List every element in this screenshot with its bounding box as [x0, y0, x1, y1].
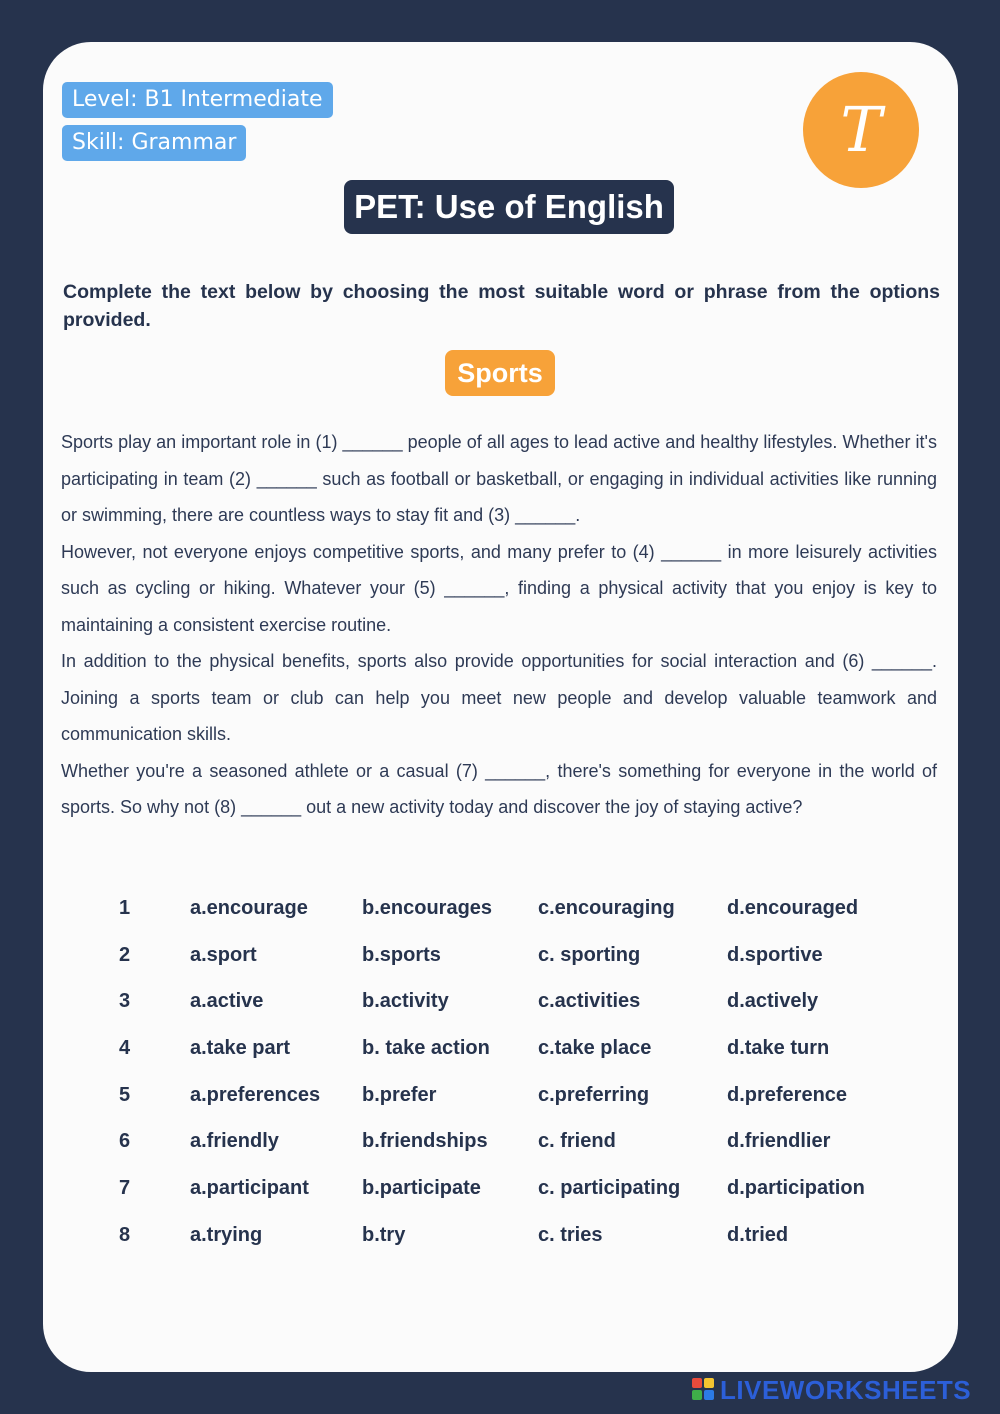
section-title: Sports: [445, 350, 555, 396]
question-number: 4: [119, 1037, 131, 1060]
option-a[interactable]: a.encourage: [190, 897, 308, 919]
option-c[interactable]: c.take place: [538, 1037, 652, 1060]
option-a[interactable]: a.friendly: [190, 1130, 279, 1153]
option-b[interactable]: b.encourages: [362, 897, 493, 919]
liveworksheets-watermark[interactable]: [692, 1375, 992, 1405]
option-b[interactable]: b.try: [362, 1223, 406, 1246]
page-title: PET: Use of English: [344, 180, 674, 234]
option-a[interactable]: a.sport: [190, 943, 257, 966]
options-table: [0, 897, 1000, 1271]
option-c[interactable]: c. participating: [538, 1177, 681, 1200]
instructions-text: Complete the text below by choosing the most suitable word or phrase from the options provided.: [63, 281, 940, 331]
brand-logo: [803, 72, 919, 188]
option-d[interactable]: d.participation: [727, 1177, 865, 1200]
option-row: [0, 1177, 1000, 1224]
option-b[interactable]: b.friendships: [362, 1130, 488, 1153]
option-b[interactable]: b.participate: [362, 1177, 481, 1200]
option-a[interactable]: a.take part: [190, 1037, 291, 1060]
option-d[interactable]: d.preference: [727, 1083, 848, 1106]
option-d[interactable]: d.actively: [727, 990, 819, 1013]
question-number: 3: [119, 990, 131, 1013]
level-tag: Level: B1 Intermediate: [62, 82, 333, 118]
option-a[interactable]: a.participant: [190, 1177, 309, 1200]
option-d[interactable]: d.friendlier: [727, 1130, 831, 1153]
logo-letter: T: [840, 93, 882, 166]
option-c[interactable]: c.encouraging: [538, 897, 675, 919]
watermark-text: LIVEWORKSHEETS: [720, 1375, 972, 1405]
option-a[interactable]: a.preferences: [190, 1083, 321, 1106]
option-b[interactable]: b. take action: [362, 1037, 490, 1060]
question-number: 8: [119, 1223, 131, 1246]
option-d[interactable]: d.take turn: [727, 1037, 830, 1060]
passage-paragraph: Sports play an important role in (1) ______ people of all ages to lead active and healthy lifestyles. Whether it's participating in team (2) ______ such as football or basketball, or engaging in individual activities like running or swimming, there are countless ways to stay fit and (3) ______.: [61, 432, 937, 525]
question-number: 2: [119, 943, 131, 966]
question-number: 7: [119, 1177, 131, 1200]
passage-paragraph: Whether you're a seasoned athlete or a casual (7) ______, there's something for everyone in the world of sports. So why not (8) ______ out a new activity today and discover the joy of staying active?: [61, 760, 937, 817]
reading-passage: [61, 424, 937, 826]
option-c[interactable]: c. friend: [538, 1130, 616, 1153]
option-d[interactable]: d.sportive: [727, 943, 823, 966]
passage-paragraph: However, not everyone enjoys competitive sports, and many prefer to (4) ______ in more leisurely activities such as cycling or hiking. Whatever your (5) ______, finding a physical activity that you enjoy is key to maintaining a consistent exercise routine.: [61, 541, 937, 635]
option-row: [0, 990, 1000, 1037]
option-row: [0, 1084, 1000, 1131]
skill-tag: Skill: Grammar: [62, 125, 246, 161]
option-row: [0, 897, 1000, 944]
option-d[interactable]: d.tried: [727, 1223, 789, 1246]
option-b[interactable]: b.activity: [362, 990, 449, 1013]
liveworksheets-logo-icon: [692, 1378, 714, 1400]
option-row: [0, 1037, 1000, 1084]
option-row: [0, 1224, 1000, 1271]
question-number: 1: [119, 897, 131, 919]
option-row: [0, 1130, 1000, 1177]
option-c[interactable]: c.preferring: [538, 1083, 650, 1106]
option-c[interactable]: c.activities: [538, 990, 641, 1013]
passage-paragraph: In addition to the physical benefits, sports also provide opportunities for social interaction and (6) ______. Joining a sports team or club can help you meet new people and develop valuable teamwork and communication skills.: [61, 651, 937, 744]
option-c[interactable]: c. sporting: [538, 943, 641, 966]
option-a[interactable]: a.active: [190, 990, 264, 1013]
question-number: 6: [119, 1130, 131, 1153]
question-number: 5: [119, 1083, 131, 1106]
option-a[interactable]: a.trying: [190, 1223, 263, 1246]
option-b[interactable]: b.sports: [362, 943, 441, 966]
option-b[interactable]: b.prefer: [362, 1083, 437, 1106]
option-c[interactable]: c. tries: [538, 1223, 603, 1246]
option-row: [0, 944, 1000, 991]
option-d[interactable]: d.encouraged: [727, 897, 859, 919]
